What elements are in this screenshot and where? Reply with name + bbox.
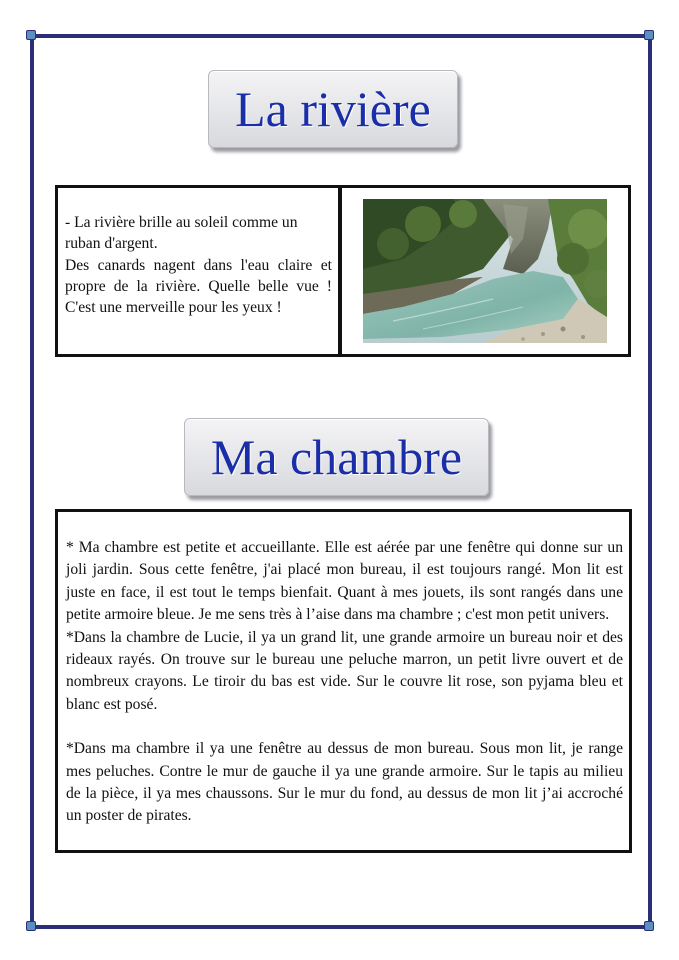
page-frame-top xyxy=(30,34,652,38)
frame-corner-bottom-right xyxy=(644,921,654,931)
river-text-para2: Des canards nagent dans l'eau claire et propre de la rivière. Quelle belle vue ! C'est une merveille pour les yeux ! xyxy=(65,256,332,317)
chambre-title-banner xyxy=(184,418,489,496)
river-image-cell xyxy=(341,188,628,354)
chambre-paragraph-3: *Dans ma chambre il ya une fenêtre au dessus de mon bureau. Sous mon lit, je range mes peluches. Contre le mur de gauche il ya une grande armoire. Sur le tapis au milieu de la pièce, il ya mes chaussons. Sur le mur du fond, au dessus de mon lit j’ai accroché un poster de pirates. xyxy=(66,740,623,825)
frame-corner-bottom-left xyxy=(26,921,36,931)
river-title: La rivière xyxy=(235,81,431,137)
chambre-paragraph-2: *Dans la chambre de Lucie, il ya un grand lit, une grande armoire un bureau noir et des rideaux rayés. On trouve sur le bureau une peluche marron, un petit livre ouvert et de nombreux crayons. Le tiroir du bas est vide. Sur le couvre lit rose, son pyjama bleu et blanc est posé. xyxy=(66,628,623,713)
frame-corner-top-left xyxy=(26,30,36,40)
river-text-cell xyxy=(58,188,341,354)
page-frame-right xyxy=(648,34,652,929)
page-frame-left xyxy=(30,34,34,929)
river-title-banner xyxy=(208,70,458,148)
river-table xyxy=(55,185,631,357)
chambre-title: Ma chambre xyxy=(210,429,463,485)
paragraph-spacer xyxy=(66,716,623,738)
page-frame-bottom xyxy=(30,925,652,929)
river-text-line1: - La rivière brille au soleil comme un ruban d'argent. xyxy=(65,214,298,253)
chambre-paragraph-1: * Ma chambre est petite et accueillante. Elle est aérée par une fenêtre qui donne sur un joli jardin. Sous cette fenêtre, j'ai placé mon bureau, il est toujours rangé. Mon lit est juste en face, il est tout le temps bienfait. Quant à mes jouets, ils sont rangés dans une petite armoire bleue. Je me sens très à l’aise dans ma chambre ; c'est mon petit univers. xyxy=(66,539,623,624)
chambre-table xyxy=(55,509,632,853)
river-photo xyxy=(363,199,607,343)
frame-corner-top-right xyxy=(644,30,654,40)
